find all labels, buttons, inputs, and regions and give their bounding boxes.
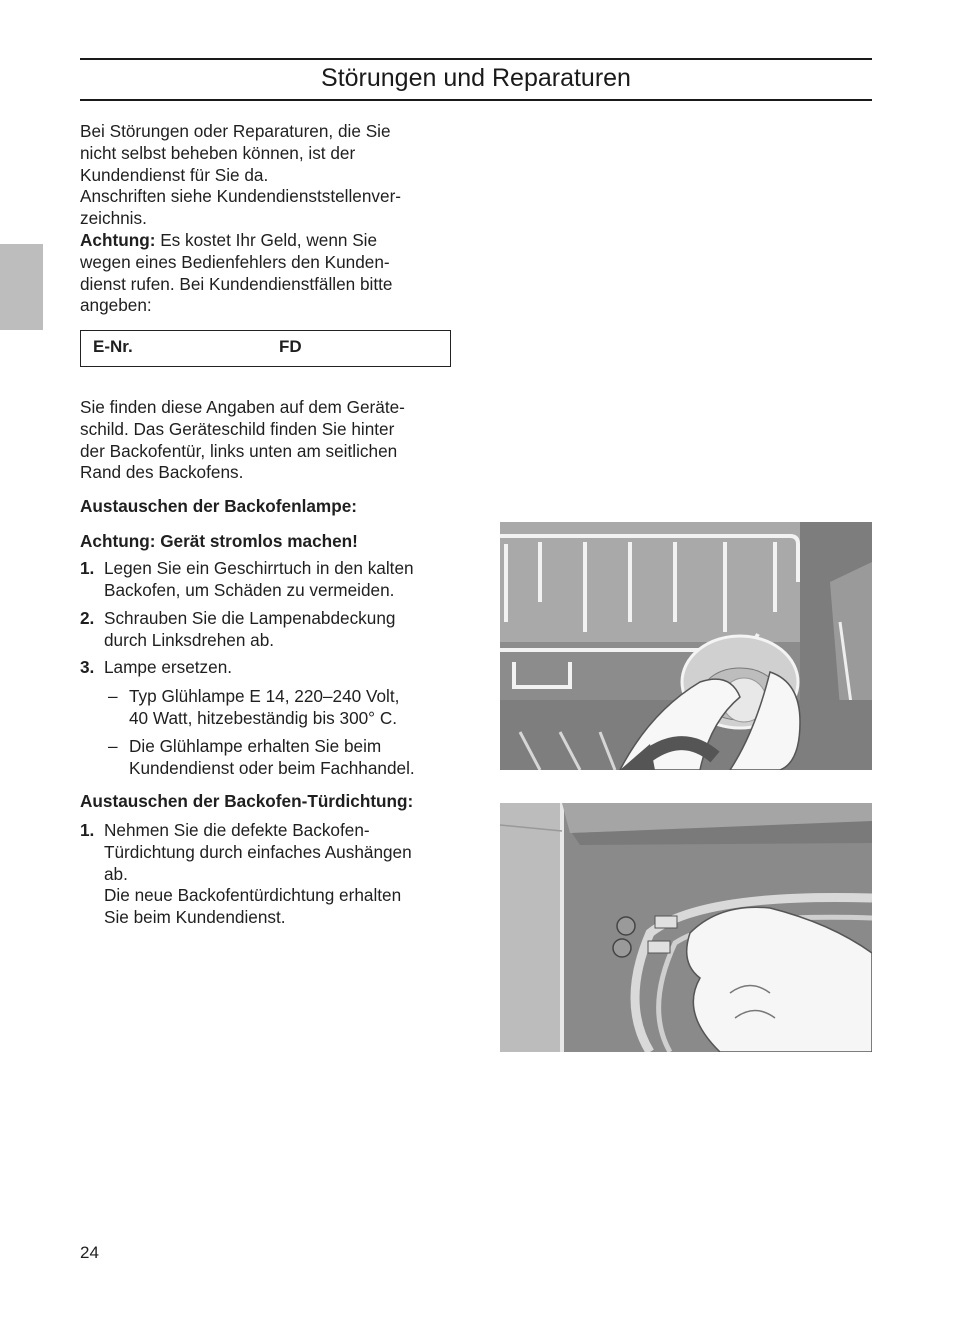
dash-marker: – (108, 686, 118, 706)
note-text: 40 Watt, hitzebeständig bis 300° C. (129, 707, 398, 728)
oven-lamp-drawing (500, 522, 872, 770)
achtung-label: Achtung: (80, 229, 156, 250)
achtung-line: dienst rufen. Bei Kundendienstfällen bitte (80, 273, 393, 294)
lamp-note-2 (80, 736, 455, 780)
step-text: Backofen, um Schäden zu vermeiden. (104, 579, 395, 600)
lamp-note-1 (80, 686, 455, 730)
location-line: Rand des Backofens. (80, 462, 244, 483)
intro-line: Kundendienst für Sie da. (80, 164, 269, 185)
fd-label: FD (279, 337, 302, 356)
step-number: 3. (80, 657, 95, 677)
achtung-line: wegen eines Bedienfehlers den Kunden- (80, 251, 390, 272)
step-text: Türdichtung durch einfaches Aushängen (104, 841, 412, 862)
step-text: durch Linksdrehen ab. (104, 629, 275, 650)
note-text: Die Glühlampe erhalten Sie beim (129, 736, 382, 756)
door-seal-drawing (500, 803, 872, 1052)
page-title: Störungen und Reparaturen (321, 64, 631, 92)
location-paragraph (80, 397, 455, 484)
oven-lamp-illustration (500, 522, 872, 770)
lamp-step-1 (80, 558, 455, 602)
intro-line: Anschriften siehe Kundendienststellenver- (80, 186, 402, 207)
section-tab (0, 244, 43, 330)
lamp-heading-block (80, 496, 455, 518)
achtung-line: angeben: (80, 295, 152, 316)
lamp-warning: Achtung: Gerät stromlos machen! (80, 531, 358, 551)
step-text: Legen Sie ein Geschirrtuch in den kalten (104, 558, 414, 578)
enr-label: E-Nr. (93, 337, 133, 356)
step-text: Schrauben Sie die Lampenabdeckung (104, 608, 396, 628)
seal-step-1 (80, 820, 455, 929)
dash-marker: – (108, 736, 118, 756)
lamp-heading: Austauschen der Backofenlampe: (80, 496, 357, 516)
lamp-warning-block (80, 531, 455, 553)
step-number: 1. (80, 558, 95, 578)
lamp-step-2 (80, 608, 455, 652)
location-line: Sie finden diese Angaben auf dem Geräte- (80, 397, 405, 417)
title-rule-bottom (80, 99, 872, 101)
seal-heading-block (80, 791, 455, 813)
achtung-text: Es kostet Ihr Geld, wenn Sie (155, 229, 378, 250)
step-number: 1. (80, 820, 95, 840)
intro-line: nicht selbst beheben können, ist der (80, 142, 356, 163)
step-text: ab. (104, 863, 128, 884)
page-number: 24 (80, 1243, 99, 1262)
lamp-step-3 (80, 657, 455, 679)
intro-paragraph (80, 121, 455, 317)
intro-line: Bei Störungen oder Reparaturen, die Sie (80, 121, 391, 141)
step-text: Die neue Backofentürdichtung erhalten (104, 885, 402, 906)
door-seal-illustration (500, 803, 872, 1052)
step-text: Lampe ersetzen. (104, 657, 233, 677)
location-line: der Backofentür, links unten am seitlichen (80, 440, 398, 461)
title-rule-top (80, 58, 872, 60)
seal-heading: Austauschen der Backofen-Türdichtung: (80, 791, 414, 811)
intro-line: zeichnis. (80, 208, 147, 229)
note-text: Typ Glühlampe E 14, 220–240 Volt, (129, 686, 400, 706)
step-number: 2. (80, 608, 95, 628)
service-info-box (80, 330, 451, 367)
achtung-line (80, 230, 455, 252)
note-text: Kundendienst oder beim Fachhandel. (129, 757, 415, 778)
location-line: schild. Das Geräteschild finden Sie hinter (80, 418, 395, 439)
step-text: Nehmen Sie die defekte Backofen- (104, 820, 370, 840)
step-text: Sie beim Kundendienst. (104, 907, 286, 928)
